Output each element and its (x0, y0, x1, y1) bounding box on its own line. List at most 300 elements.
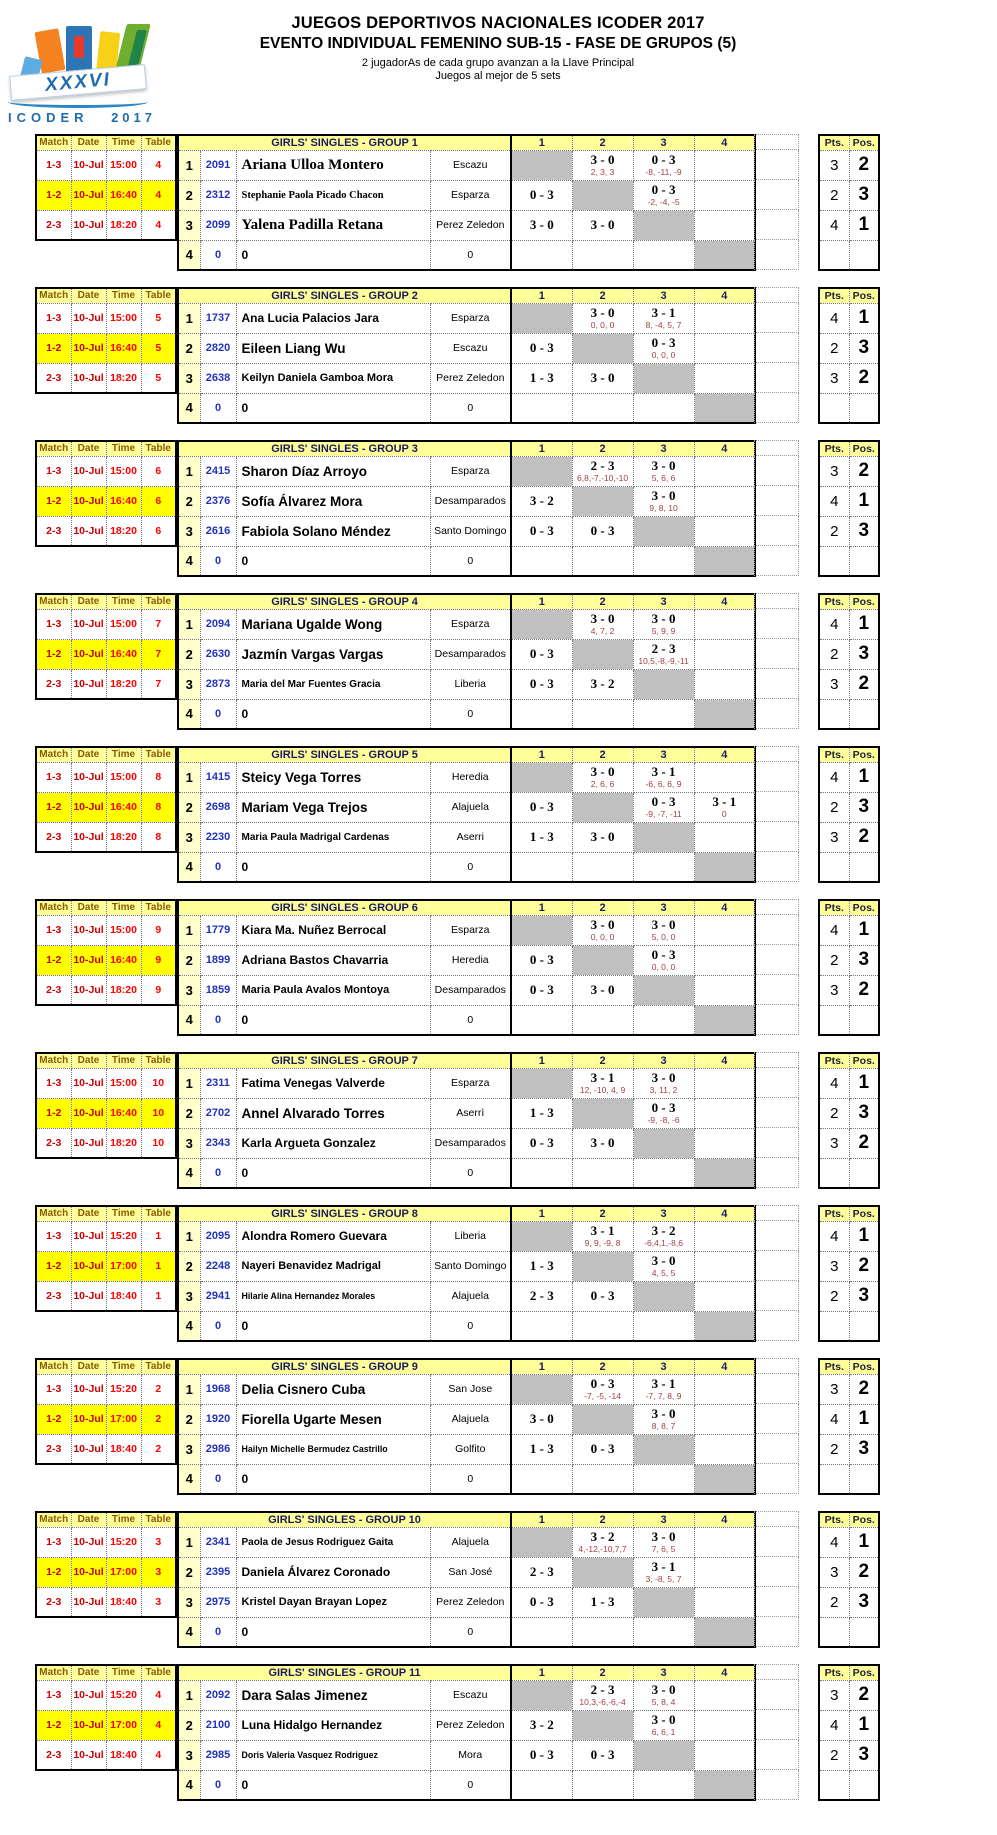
spare-cell (755, 1434, 799, 1464)
group-title: GIRLS' SINGLES - GROUP 3 (178, 441, 511, 456)
score-cell (511, 1740, 572, 1770)
date-cell: 10-Jul (71, 1434, 106, 1464)
player-id: 0 (200, 1005, 236, 1035)
standings-row (819, 1434, 879, 1464)
logo-wave (8, 96, 148, 108)
pos-value: 3 (849, 1740, 879, 1770)
score-cell (633, 1221, 694, 1251)
match-score: 3 - 2 (529, 1717, 554, 1732)
score-col-header: 3 (633, 1359, 694, 1374)
time-cell: 18:40 (106, 1434, 141, 1464)
player-number: 2 (178, 792, 200, 822)
player-id: 0 (200, 1770, 236, 1800)
pos-col-header: Pos. (849, 747, 879, 762)
match-score: 3 - 2 (590, 676, 615, 691)
score-cell (633, 1005, 694, 1035)
player-row (178, 1251, 755, 1281)
table-number-cell: 4 (141, 150, 176, 180)
spare-row (755, 975, 799, 1005)
standings-table (818, 1052, 880, 1189)
spare-cell (755, 1281, 799, 1311)
match-cell: 1-3 (36, 150, 71, 180)
player-id: 2616 (200, 516, 236, 546)
spare-cell (755, 456, 799, 486)
pos-value: 3 (849, 792, 879, 822)
standings-row (819, 210, 879, 240)
spare-cell (755, 1665, 799, 1680)
player-number: 2 (178, 1098, 200, 1128)
match-row (36, 1680, 176, 1710)
score-cell (633, 303, 694, 333)
standings-header-row (819, 594, 879, 609)
player-club: Perez Zeledon (430, 1710, 511, 1740)
match-score: 0 - 3 (529, 1594, 554, 1609)
player-name: Ana Lucia Palacios Jara (236, 303, 430, 333)
spare-cell (755, 915, 799, 945)
table-col-header: Table (141, 1053, 176, 1068)
player-club: Desamparados (430, 639, 511, 669)
match-schedule-table (35, 287, 177, 394)
group-results-table (177, 1664, 756, 1801)
player-name: Kristel Dayan Brayan Lopez (236, 1587, 430, 1617)
player-name: Mariana Ugalde Wong (236, 609, 430, 639)
player-club: 0 (430, 1158, 511, 1188)
score-cell (572, 699, 633, 729)
score-cell-self (511, 762, 572, 792)
spare-row (755, 486, 799, 516)
date-col-header: Date (71, 135, 106, 150)
spare-column (754, 746, 799, 882)
spare-cell (755, 1740, 799, 1770)
pos-value: 3 (849, 1098, 879, 1128)
pts-value: 3 (819, 975, 849, 1005)
score-col-header: 3 (633, 1665, 694, 1680)
score-cell (633, 1680, 694, 1710)
score-cell (572, 1158, 633, 1188)
pts-value: 4 (819, 1221, 849, 1251)
score-cell (511, 1281, 572, 1311)
set-points: -9, -8, -6 (647, 1115, 680, 1125)
group-results-table (177, 440, 756, 577)
score-cell (572, 975, 633, 1005)
set-points: -2, -4, -5 (647, 197, 680, 207)
score-cell (694, 1281, 755, 1311)
score-cell (572, 1128, 633, 1158)
table-number-cell: 4 (141, 1710, 176, 1740)
player-row (178, 303, 755, 333)
logo-shape-red (74, 36, 84, 58)
match-score: 3 - 2 (651, 1223, 676, 1238)
player-name: 0 (236, 699, 430, 729)
player-name: 0 (236, 852, 430, 882)
table-number-cell: 6 (141, 516, 176, 546)
time-cell: 15:00 (106, 303, 141, 333)
logo-ribbon-xxxvi: XXXVI (9, 64, 147, 101)
standings-row (819, 1068, 879, 1098)
group-title: GIRLS' SINGLES - GROUP 6 (178, 900, 511, 915)
pos-col-header: Pos. (849, 288, 879, 303)
spare-row (755, 1158, 799, 1188)
player-number: 4 (178, 1770, 200, 1800)
score-cell (511, 240, 572, 270)
player-number: 2 (178, 1557, 200, 1587)
pos-value: 2 (849, 669, 879, 699)
date-cell: 10-Jul (71, 1404, 106, 1434)
spare-cell (755, 1527, 799, 1557)
set-points: 7, 6, 5 (651, 1544, 676, 1554)
player-number: 3 (178, 669, 200, 699)
match-cell: 2-3 (36, 1281, 71, 1311)
empty-player-row (178, 1005, 755, 1035)
match-score: 0 - 3 (529, 982, 554, 997)
player-name: Sofía Álvarez Mora (236, 486, 430, 516)
pos-col-header: Pos. (849, 1053, 879, 1068)
pts-value: 2 (819, 639, 849, 669)
spare-column (754, 134, 799, 270)
standings-row (819, 945, 879, 975)
match-cell: 2-3 (36, 669, 71, 699)
score-cell (633, 456, 694, 486)
score-col-header: 2 (572, 135, 633, 150)
score-cell (511, 1158, 572, 1188)
player-number: 3 (178, 1587, 200, 1617)
player-id: 1859 (200, 975, 236, 1005)
player-id: 2820 (200, 333, 236, 363)
spare-cell (755, 609, 799, 639)
results-header-row (178, 594, 755, 609)
match-score: 3 - 0 (651, 1070, 676, 1085)
date-cell: 10-Jul (71, 792, 106, 822)
score-cell (511, 792, 572, 822)
player-club: Esparza (430, 180, 511, 210)
standings-row (819, 609, 879, 639)
match-score: 3 - 1 (651, 764, 676, 779)
score-col-header: 4 (694, 288, 755, 303)
match-score: 0 - 3 (590, 1376, 615, 1391)
pts-value: 2 (819, 1740, 849, 1770)
player-number: 2 (178, 1404, 200, 1434)
spare-row (755, 1281, 799, 1311)
pts-value: 2 (819, 516, 849, 546)
player-club: Heredia (430, 762, 511, 792)
pts-col-header: Pts. (819, 747, 849, 762)
player-number: 1 (178, 1680, 200, 1710)
spare-row (755, 1374, 799, 1404)
date-cell: 10-Jul (71, 1587, 106, 1617)
schedule-header-row (36, 441, 176, 456)
page-title: JUEGOS DEPORTIVOS NACIONALES ICODER 2017 (291, 14, 705, 32)
player-club: Aserri (430, 822, 511, 852)
match-cell: 1-3 (36, 915, 71, 945)
set-points: 3, -8, 5, 7 (645, 1574, 682, 1584)
spare-column (754, 899, 799, 1035)
player-id: 0 (200, 240, 236, 270)
score-cell (572, 1068, 633, 1098)
match-cell: 1-3 (36, 456, 71, 486)
spare-row (755, 1005, 799, 1035)
table-number-cell: 3 (141, 1587, 176, 1617)
time-cell: 16:40 (106, 180, 141, 210)
score-cell (694, 303, 755, 333)
player-club: Aserrì (430, 1098, 511, 1128)
standings-header-row (819, 1359, 879, 1374)
match-row (36, 363, 176, 393)
pts-value: 3 (819, 150, 849, 180)
match-col-header: Match (36, 1359, 71, 1374)
standings-row (819, 915, 879, 945)
date-cell: 10-Jul (71, 486, 106, 516)
empty-player-row (178, 546, 755, 576)
date-cell: 10-Jul (71, 1068, 106, 1098)
score-cell (694, 516, 755, 546)
pts-value: 4 (819, 915, 849, 945)
player-club: 0 (430, 1617, 511, 1647)
spare-column (754, 1664, 799, 1800)
match-score: 3 - 0 (529, 1411, 554, 1426)
match-score: 1 - 3 (529, 1258, 554, 1273)
standings-row (819, 822, 879, 852)
score-cell (572, 1281, 633, 1311)
player-club: Perez Zeledon (430, 210, 511, 240)
pts-value: 4 (819, 1068, 849, 1098)
score-cell (633, 393, 694, 423)
standings-table (818, 899, 880, 1036)
match-score: 3 - 1 (590, 1223, 615, 1238)
player-number: 1 (178, 915, 200, 945)
spare-cell (755, 210, 799, 240)
pos-col-header: Pos. (849, 900, 879, 915)
time-col-header: Time (106, 1665, 141, 1680)
match-row (36, 333, 176, 363)
player-row (178, 486, 755, 516)
spare-row (755, 1617, 799, 1647)
spare-row (755, 699, 799, 729)
standings-row (819, 852, 879, 882)
match-schedule-table (35, 593, 177, 700)
standings-row (819, 1374, 879, 1404)
set-points: 6,8,-7,-10,-10 (577, 473, 629, 483)
score-col-header: 4 (694, 1512, 755, 1527)
match-cell: 2-3 (36, 1587, 71, 1617)
spare-row (755, 441, 799, 456)
standings-row (819, 150, 879, 180)
spare-cell (755, 1251, 799, 1281)
time-cell: 15:00 (106, 1068, 141, 1098)
standings-row (819, 1404, 879, 1434)
standings-table (818, 593, 880, 730)
spare-row (755, 669, 799, 699)
date-col-header: Date (71, 1206, 106, 1221)
pos-value: 1 (849, 1068, 879, 1098)
score-col-header: 4 (694, 135, 755, 150)
set-points: 5, 6, 6 (651, 473, 676, 483)
score-cell (572, 150, 633, 180)
score-cell (572, 1617, 633, 1647)
match-score: 3 - 0 (529, 217, 554, 232)
date-cell: 10-Jul (71, 1098, 106, 1128)
best-of-note: Juegos al mejor de 5 sets (435, 70, 561, 82)
score-cell (694, 1221, 755, 1251)
pos-value: 1 (849, 1527, 879, 1557)
player-row (178, 1068, 755, 1098)
standings-table (818, 1205, 880, 1342)
score-col-header: 2 (572, 747, 633, 762)
standings-header-row (819, 1512, 879, 1527)
spare-column (754, 1511, 799, 1647)
score-cell (694, 639, 755, 669)
player-number: 4 (178, 1311, 200, 1341)
score-col-header: 2 (572, 1053, 633, 1068)
match-score: 1 - 3 (529, 1441, 554, 1456)
player-id: 1968 (200, 1374, 236, 1404)
player-name: Ariana Ulloa Montero (236, 150, 430, 180)
pts-col-header: Pts. (819, 594, 849, 609)
time-cell: 17:00 (106, 1710, 141, 1740)
player-id: 0 (200, 1311, 236, 1341)
player-club: Santo Domingo (430, 1251, 511, 1281)
player-id: 1779 (200, 915, 236, 945)
match-row (36, 1098, 176, 1128)
match-score: 3 - 1 (651, 305, 676, 320)
table-number-cell: 2 (141, 1374, 176, 1404)
match-row (36, 609, 176, 639)
spare-row (755, 1311, 799, 1341)
match-schedule-table (35, 440, 177, 547)
group-block (35, 1511, 997, 1650)
match-schedule-table (35, 899, 177, 1006)
spare-cell (755, 1770, 799, 1800)
player-name: Daniela Álvarez Coronado (236, 1557, 430, 1587)
match-col-header: Match (36, 441, 71, 456)
score-cell (633, 852, 694, 882)
date-cell: 10-Jul (71, 516, 106, 546)
player-row (178, 609, 755, 639)
pos-value (849, 852, 879, 882)
pts-value: 3 (819, 1374, 849, 1404)
table-number-cell: 7 (141, 609, 176, 639)
score-cell (572, 1464, 633, 1494)
player-club: Alajuela (430, 1527, 511, 1557)
player-name: Hailyn Michelle Bermudez Castrillo (236, 1434, 430, 1464)
spare-cell (755, 303, 799, 333)
schedule-header-row (36, 594, 176, 609)
score-col-header: 1 (511, 900, 572, 915)
date-col-header: Date (71, 1665, 106, 1680)
player-row (178, 915, 755, 945)
match-score: 3 - 0 (651, 611, 676, 626)
match-cell: 1-2 (36, 945, 71, 975)
spare-cell (755, 1404, 799, 1434)
score-cell (694, 915, 755, 945)
player-number: 2 (178, 333, 200, 363)
score-cell-self (694, 240, 755, 270)
spare-cell (755, 1680, 799, 1710)
spare-cell (755, 975, 799, 1005)
match-cell: 1-3 (36, 762, 71, 792)
player-club: Escazu (430, 1680, 511, 1710)
table-number-cell: 7 (141, 669, 176, 699)
group-title: GIRLS' SINGLES - GROUP 10 (178, 1512, 511, 1527)
pts-value (819, 240, 849, 270)
time-col-header: Time (106, 288, 141, 303)
spare-cell (755, 669, 799, 699)
standings-header-row (819, 135, 879, 150)
date-cell: 10-Jul (71, 180, 106, 210)
score-cell (633, 150, 694, 180)
player-name: Adriana Bastos Chavarria (236, 945, 430, 975)
pts-value: 2 (819, 333, 849, 363)
time-cell: 18:20 (106, 975, 141, 1005)
score-cell (572, 915, 633, 945)
player-club: Perez Zeledon (430, 363, 511, 393)
time-cell: 18:20 (106, 822, 141, 852)
match-score: 0 - 3 (529, 952, 554, 967)
schedule-header-row (36, 747, 176, 762)
standings-table (818, 1358, 880, 1495)
pts-value (819, 852, 849, 882)
time-cell: 16:40 (106, 792, 141, 822)
group-block (35, 899, 997, 1038)
player-id: 1737 (200, 303, 236, 333)
match-score: 1 - 3 (529, 370, 554, 385)
player-name: 0 (236, 1770, 430, 1800)
spare-row (755, 1206, 799, 1221)
date-cell: 10-Jul (71, 609, 106, 639)
score-col-header: 4 (694, 747, 755, 762)
pts-value: 2 (819, 945, 849, 975)
standings-row (819, 762, 879, 792)
score-cell-self (694, 1770, 755, 1800)
pos-col-header: Pos. (849, 594, 879, 609)
score-col-header: 3 (633, 1206, 694, 1221)
score-col-header: 3 (633, 1512, 694, 1527)
score-cell (633, 945, 694, 975)
spare-cell (755, 180, 799, 210)
score-col-header: 2 (572, 1359, 633, 1374)
match-cell: 1-2 (36, 639, 71, 669)
player-number: 4 (178, 546, 200, 576)
score-cell (511, 393, 572, 423)
standings-table (818, 440, 880, 577)
date-col-header: Date (71, 1359, 106, 1374)
player-number: 1 (178, 1374, 200, 1404)
pos-value: 2 (849, 1680, 879, 1710)
pos-value: 3 (849, 1587, 879, 1617)
score-cell (511, 1005, 572, 1035)
score-cell (511, 486, 572, 516)
match-cell: 1-2 (36, 792, 71, 822)
group-results-table (177, 593, 756, 730)
player-club: Golfito (430, 1434, 511, 1464)
set-points: 12, -10, 4, 9 (579, 1085, 626, 1095)
match-score: 0 - 3 (651, 152, 676, 167)
score-cell (511, 1770, 572, 1800)
score-cell-self (694, 393, 755, 423)
player-number: 3 (178, 210, 200, 240)
score-cell (633, 762, 694, 792)
player-club: Esparza (430, 303, 511, 333)
score-cell (694, 333, 755, 363)
player-name: Fabiola Solano Méndez (236, 516, 430, 546)
table-col-header: Table (141, 135, 176, 150)
match-row (36, 1740, 176, 1770)
score-col-header: 3 (633, 135, 694, 150)
table-number-cell: 4 (141, 180, 176, 210)
match-cell: 1-3 (36, 609, 71, 639)
score-cell (694, 1251, 755, 1281)
player-club: 0 (430, 852, 511, 882)
score-cell (511, 180, 572, 210)
